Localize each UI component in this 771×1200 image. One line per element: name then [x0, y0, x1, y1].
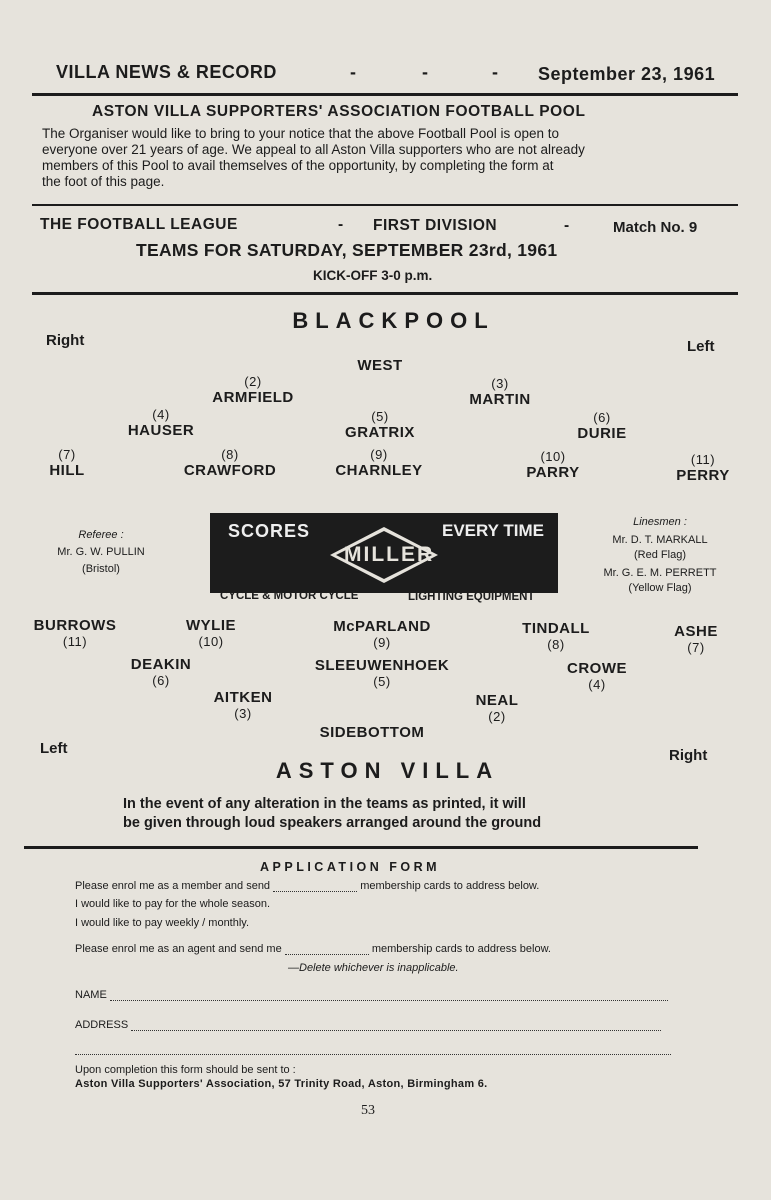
player-name: MARTIN: [469, 391, 531, 408]
player-name: CRAWFORD: [183, 462, 277, 479]
division-name: FIRST DIVISION: [373, 217, 498, 234]
player-number: (2): [488, 709, 506, 724]
referee-name: Mr. G. W. PULLIN: [57, 546, 145, 558]
divider: [32, 204, 738, 206]
player-name: HILL: [49, 462, 85, 479]
player-number: (6): [593, 410, 611, 425]
cards-count-field[interactable]: [273, 881, 357, 892]
pool-text-line: the foot of this page.: [42, 174, 165, 189]
player: [128, 407, 194, 439]
referee-label: Referee :: [78, 529, 124, 541]
player-number: (2): [244, 374, 262, 389]
issue-date: September 23, 1961: [538, 64, 716, 84]
delete-note: —Delete whichever is inapplicable.: [288, 962, 459, 974]
publication-title: VILLA NEWS & RECORD: [56, 62, 277, 82]
linesman-name: Mr. D. T. MARKALL: [612, 534, 708, 546]
advert-brand: MILLER: [344, 543, 435, 566]
form-line: [75, 943, 551, 955]
form-option[interactable]: I would like to pay weekly / monthly.: [75, 917, 250, 929]
player-number: (10): [198, 634, 224, 649]
alteration-notice: In the event of any alteration in the teams as printed, it will: [123, 796, 526, 812]
form-option[interactable]: I would like to pay for the whole season.: [75, 898, 271, 910]
player-name: GRATRIX: [345, 424, 415, 441]
pool-text-line: members of this Pool to avail themselves of the opportunity, by completing the form at: [42, 158, 554, 173]
side-label-right: Right: [669, 747, 708, 764]
linesmen-label: Linesmen :: [633, 516, 687, 528]
player-name: SIDEBOTTOM: [319, 724, 425, 741]
separator: -: [338, 216, 344, 233]
player-name: TINDALL: [522, 620, 590, 637]
player-name: HAUSER: [127, 422, 195, 439]
form-text: Please enrol me as a member and send: [75, 880, 271, 892]
player: [184, 447, 276, 479]
send-instructions: Upon completion this form should be sent to :: [75, 1064, 296, 1076]
advert-scores: SCORES: [228, 521, 311, 541]
divider: [32, 292, 738, 295]
divider: [24, 846, 698, 849]
page-number: 53: [361, 1103, 375, 1118]
player-name: McPARLAND: [333, 618, 431, 635]
player-name: NEAL: [475, 692, 519, 709]
advert-every-time: EVERY TIME: [442, 521, 545, 540]
player-number: (3): [234, 706, 252, 721]
player: [34, 618, 117, 650]
player-name: DURIE: [577, 425, 627, 442]
player-name: DEAKIN: [130, 656, 192, 673]
address-field[interactable]: [131, 1020, 661, 1031]
player-number: (11): [690, 452, 716, 467]
player: [526, 449, 579, 481]
player: [577, 410, 626, 442]
address-field-line2[interactable]: [75, 1054, 671, 1055]
referee-town: (Bristol): [82, 563, 120, 575]
player-number: (10): [540, 449, 566, 464]
name-field[interactable]: [110, 990, 668, 1001]
advert-left-tag: CYCLE & MOTOR CYCLE: [220, 590, 359, 602]
linesman-flag: (Yellow Flag): [628, 582, 692, 594]
side-label-right: Right: [46, 332, 85, 349]
separator: -: [564, 217, 570, 234]
player: [186, 618, 236, 650]
pool-text-line: everyone over 21 years of age. We appeal to all Aston Villa supporters who are not already: [42, 142, 585, 157]
name-label: NAME: [75, 989, 107, 1001]
player-number: (11): [62, 634, 88, 649]
player-name: CROWE: [567, 660, 627, 677]
teams-title: TEAMS FOR SATURDAY, SEPTEMBER 23rd, 1961: [136, 240, 558, 260]
player-name: ASHE: [674, 623, 718, 640]
name-row: [75, 989, 668, 1001]
player: [674, 624, 718, 656]
kickoff-time: KICK-OFF 3-0 p.m.: [313, 268, 433, 283]
team-name-blackpool: BLACKPOOL: [292, 308, 495, 333]
player-number: (6): [152, 673, 170, 688]
advert-right-tag: LIGHTING EQUIPMENT: [408, 591, 535, 603]
address-row: [75, 1019, 661, 1031]
address-label: ADDRESS: [75, 1019, 129, 1031]
player-name: WYLIE: [186, 617, 236, 634]
pool-title: ASTON VILLA SUPPORTERS' ASSOCIATION FOOTBALL POOL: [92, 103, 586, 120]
linesmen-block: [580, 515, 740, 596]
player-name: ARMFIELD: [212, 389, 294, 406]
player: [131, 657, 192, 689]
player-number: (9): [373, 635, 391, 650]
player-number: (7): [58, 447, 76, 462]
team-name-aston-villa: ASTON VILLA: [275, 758, 500, 783]
player: [212, 374, 294, 406]
pool-text-line: The Organiser would like to bring to your notice that the above Football Pool is open to: [42, 126, 560, 141]
player-number: (5): [371, 409, 389, 424]
form-text: Please enrol me as an agent and send me: [75, 943, 282, 955]
form-line: [75, 880, 539, 892]
side-label-left: Left: [687, 338, 715, 355]
player: [315, 658, 449, 690]
player: [476, 693, 519, 725]
form-text: membership cards to address below.: [360, 880, 540, 892]
header-dash: -: [422, 62, 429, 82]
linesman-name: Mr. G. E. M. PERRETT: [603, 567, 717, 579]
divider: [32, 93, 738, 96]
player-name: SLEEUWENHOEK: [314, 657, 450, 674]
referee-block: [36, 527, 166, 578]
player-name: PARRY: [526, 464, 580, 481]
header-dash: -: [350, 62, 357, 82]
player: [214, 690, 273, 722]
miller-advert: [210, 513, 558, 593]
player-name: CHARNLEY: [335, 462, 423, 479]
player-name: AITKEN: [213, 689, 273, 706]
player-number: (8): [221, 447, 239, 462]
player: [469, 376, 530, 408]
player: [522, 621, 590, 653]
player-goalkeeper: [357, 358, 402, 374]
league-name: THE FOOTBALL LEAGUE: [40, 216, 238, 233]
player-number: (7): [687, 640, 705, 655]
player-name: WEST: [357, 357, 403, 374]
player: [676, 452, 730, 484]
agent-cards-count-field[interactable]: [285, 944, 369, 955]
form-title: APPLICATION FORM: [260, 860, 441, 874]
player-number: (5): [373, 674, 391, 689]
linesman-flag: (Red Flag): [634, 549, 686, 561]
player-number: (9): [370, 447, 388, 462]
player-number: (8): [547, 637, 565, 652]
player-goalkeeper: [320, 725, 425, 741]
header-dash: -: [492, 62, 499, 82]
player: [335, 447, 422, 479]
player-name: BURROWS: [33, 617, 117, 634]
association-address: Aston Villa Supporters' Association, 57 Trinity Road, Aston, Birmingham 6.: [75, 1078, 488, 1090]
player: [567, 661, 627, 693]
match-number: Match No. 9: [613, 219, 698, 236]
alteration-notice: be given through loud speakers arranged around the ground: [123, 815, 542, 831]
player-number: (3): [491, 376, 509, 391]
side-label-left: Left: [40, 740, 68, 757]
form-text: membership cards to address below.: [371, 943, 551, 955]
player-number: (4): [588, 677, 606, 692]
player: [49, 447, 84, 479]
player-number: (4): [152, 407, 170, 422]
player: [333, 619, 431, 651]
player: [345, 409, 415, 441]
player-name: PERRY: [676, 467, 730, 484]
